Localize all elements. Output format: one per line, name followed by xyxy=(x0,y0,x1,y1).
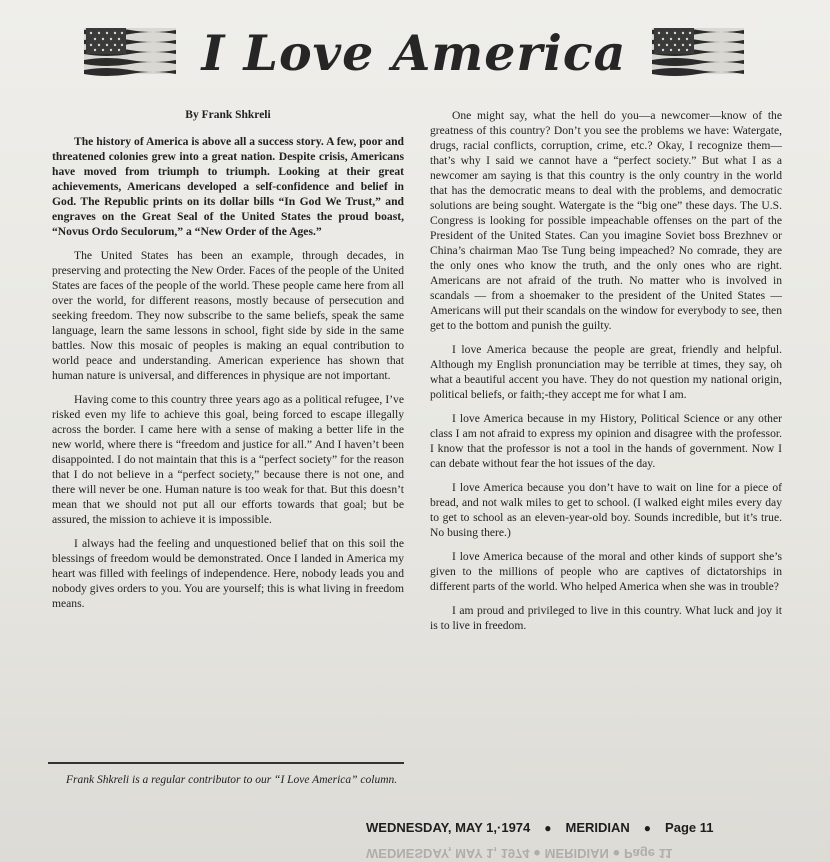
article-paragraph: I am proud and privileged to live in this country. What luck and joy it is to live in freedom. xyxy=(430,604,782,632)
article-paragraph: One might say, what the hell do you—a newcomer—know of the greatness of this country? Don’t you see the problems we have: Watergate, drugs, racial conflicts, corruption, crime, etc.? Okay, I recognize them—that’s why I said we cannot have a “perfect society.” But what I as a newcomer am saying is that this country is the only country in the world that has the democratic means to deal with the problems, and democratic solutions are being sought. Watergate is the “big one” these days. The U.S. Congress is looking for possible impeachable offenses on the part of the President of the United States. Can you imagine Soviet boss Brezhnev or China’s chairman Mao Tse Tung being impeached? No comrade, they are the only ones who know the truth, and the only ones who are right. Americans are not afraid of the truth. No matter who is involved in scandals — from a shoemaker to the president of the United States — Americans will put their scandals on the window for everybody to see, then get to the bottom and punish the guilty. xyxy=(430,109,782,332)
article-column-left xyxy=(52,108,404,620)
article-paragraph: I always had the feeling and unquestioned belief that on this soil the blessings of freedom would be demonstrated. Once I landed in America my heart was filled with feelings of independence. Here, nobody leads you and nobody gives orders to you. You are yourself; this is what living in freedom means. xyxy=(52,537,404,610)
article-paragraph: The history of America is above all a success story. A few, poor and threatened colonies grew into a great nation. Despite crisis, Americans have moved from triumph to triumph. Looking at their great achievements, Americans developed a self-confidence and belief in God. The Republic prints on its dollar bills “In God We Trust,” and engraves on the Great Seal of the United States the proud boast, “Novus Ordo Seculorum,” a “New Order of the Ages.” xyxy=(52,135,404,238)
contributor-note: Frank Shkreli is a regular contributor to our “I Love America” column. xyxy=(66,774,398,786)
publication-date: WEDNESDAY, MAY 1,·1974 xyxy=(366,820,531,835)
article-paragraph: I love America because in my History, Political Science or any other class I am not afraid to express my opinion and disagree with the professor. I know that the professor is not a tool in the hands of government. Now I can debate without fear the hot issues of the day. xyxy=(430,412,782,470)
page-footer xyxy=(366,820,816,835)
article-paragraph: I love America because of the moral and other kinds of support she’s given to the millions of people who are captives of dictatorships in different parts of the world. Who helped America when she was in trouble? xyxy=(430,550,782,593)
article-paragraph: The United States has been an example, through decades, in preserving and protecting the New Order. Faces of the people of the United States are faces of the people of the world. These people came here from all over the world, for different reasons, mostly because of persecution and seeking freedom. They now subscribe to the same beliefs, speak the same language, learn the same lessons in school, fight side by side in the same battles. Now this mosaic of peoples is making an equal contribution to world peace and understanding. American experience has shown that human nature is universal, and differences in physique are not important. xyxy=(52,249,404,382)
article-paragraph: Having come to this country three years ago as a political refugee, I’ve risked even my life to achieve this goal, being forced to escape illegally across the border. I came here with a sense of making a better life in the new world, where there is “freedom and justice for all.” And I haven’t been disappointed. I do not maintain that this is a “perfect society” for the reason that I do not believe in a “perfect society,” because there is not one, and there will never be one. Human nature is too weak for that. But this doesn’t mean that we should not put all our efforts towards that goal; but be assured, the mission to achieve it is impossible. xyxy=(52,393,404,526)
bullet-icon: ● xyxy=(643,820,652,835)
page-number: Page 11 xyxy=(665,820,714,835)
article-paragraph: I love America because you don’t have to wait on line for a piece of bread, and not walk miles to get to school. (I walked eight miles every day to get to school as an eleven-year-old boy. Sounds incredible, but it’s true. No busing there.) xyxy=(430,481,782,539)
publication-name: MERIDIAN xyxy=(565,820,630,835)
american-flag-icon xyxy=(84,24,176,78)
page-title: I Love America xyxy=(201,24,627,82)
bullet-icon: ● xyxy=(544,820,552,835)
article-column-right xyxy=(430,108,782,642)
divider xyxy=(48,762,404,764)
article-paragraph: I love America because the people are great, friendly and helpful. Although my English pronunciation may be terrible at times, they say, oh what a beautiful accent you have. They do not question my national origin, political beliefs, or faith;-they accept me for what I am. xyxy=(430,343,782,401)
bleed-through-text: WEDNESDAY, MAY 1, 1974 ● MERIDIAN ● Page 11 xyxy=(366,846,673,861)
american-flag-icon xyxy=(652,24,744,78)
byline: By Frank Shkreli xyxy=(185,109,271,121)
masthead xyxy=(0,14,830,90)
